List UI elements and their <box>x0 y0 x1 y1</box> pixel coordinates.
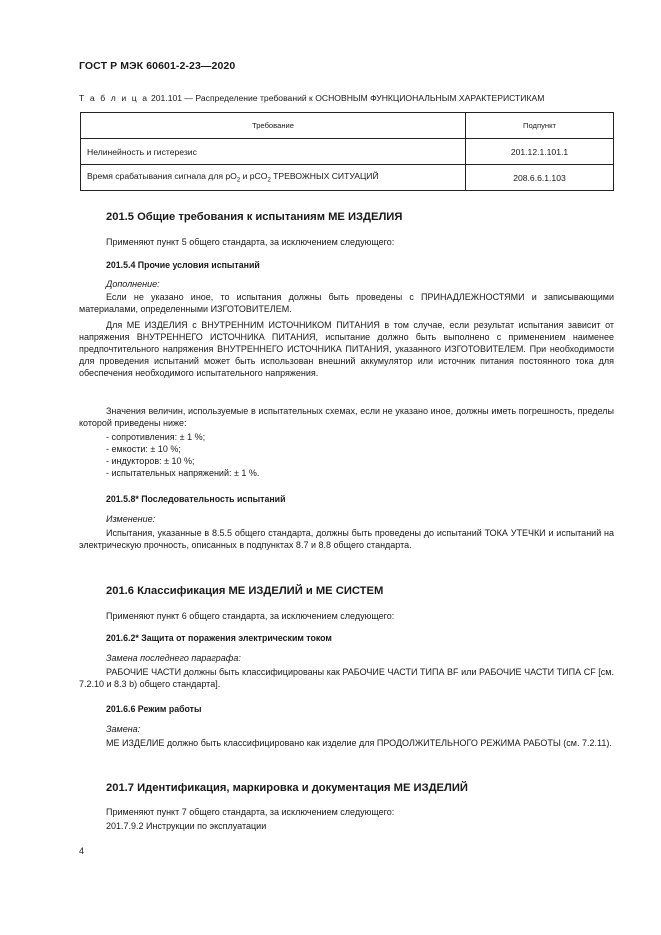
amendment-note: Замена: <box>106 724 141 734</box>
subsection-title-201-6-2: 201.6.2* Защита от поражения электрическим током <box>106 633 332 643</box>
list-item: - испытательных напряжений: ± 1 %. <box>106 467 259 479</box>
list-item: - индукторов: ± 10 %; <box>106 455 259 467</box>
table-caption-text: 201.101 — Распределение требований к ОСНОВНЫМ ФУНКЦИОНАЛЬНЫМ ХАРАКТЕРИСТИКАМ <box>150 93 545 103</box>
cell-text: ТРЕВОЖНЫХ СИТУАЦИЙ <box>270 171 379 182</box>
requirements-table <box>80 112 614 191</box>
cell-requirement: Нелинейность и гистерезис <box>81 139 466 165</box>
section-intro: Применяют пункт 7 общего стандарта, за исключением следующего: <box>106 807 395 817</box>
section-title-201-5: 201.5 Общие требования к испытаниям МЕ ИЗДЕЛИЯ <box>106 211 403 223</box>
table-caption <box>79 93 544 103</box>
subscript: 2 <box>267 177 271 184</box>
cell-subclause: 208.6.6.1.103 <box>466 165 614 191</box>
amendment-note: Замена последнего параграфа: <box>106 653 241 663</box>
section-title-201-7: 201.7 Идентификация, маркировка и документация МЕ ИЗДЕЛИЙ <box>106 782 468 794</box>
subsection-title-201-5-8: 201.5.8* Последовательность испытаний <box>106 494 286 504</box>
subsection-title-201-5-4: 201.5.4 Прочие условия испытаний <box>106 260 260 270</box>
cell-requirement <box>81 165 466 191</box>
paragraph: МЕ ИЗДЕЛИЕ должно быть классифицировано как изделие для ПРОДОЛЖИТЕЛЬНОГО РЕЖИМА РАБОТЫ (см. 7.2.11). <box>106 738 612 748</box>
amendment-note: Изменение: <box>106 514 156 524</box>
cell-subclause: 201.12.1.101.1 <box>466 139 614 165</box>
paragraph: Значения величин, используемые в испытательных схемах, если не указано иное, должны иметь погрешность, пределы которой приведены ниже: <box>79 406 614 429</box>
paragraph: Если не указано иное, то испытания должны быть проведены с ПРИНАДЛЕЖНОСТЯМИ и записывающими материалами, определенными ИЗГОТОВИТЕЛЕМ. <box>79 292 614 315</box>
subsection-title-201-6-6: 201.6.6 Режим работы <box>106 704 202 714</box>
list-item: - емкости: ± 10 %; <box>106 443 259 455</box>
column-header-requirement: Требование <box>81 113 466 139</box>
table-row <box>81 165 614 191</box>
subsection-title-201-7-9-2: 201.7.9.2 Инструкции по эксплуатации <box>106 821 267 831</box>
cell-text: и pCO <box>240 171 268 182</box>
paragraph: РАБОЧИЕ ЧАСТИ должны быть классифицированы как РАБОЧИЕ ЧАСТИ ТИПА BF или РАБОЧИЕ ЧАСТИ ТИПА CF [см. 7.2.10 и 8.3 b) общего стандарта]. <box>79 667 614 690</box>
section-title-201-6: 201.6 Классификация МЕ ИЗДЕЛИЙ и МЕ СИСТЕМ <box>106 585 384 597</box>
paragraph: Для МЕ ИЗДЕЛИЯ с ВНУТРЕННИМ ИСТОЧНИКОМ ПИТАНИЯ в том случае, если результат испытания зависит от напряжения ВНУТРЕННЕГО ИСТОЧНИКА ПИТАНИЯ, испытание должно быть выполнено с применением наименее предпочтительного напряжения ВНУТРЕННЕГО ИСТОЧНИКА ПИТАНИЯ, указанного ИЗГОТОВИТЕЛЕМ. При необходимости для проведения испытаний может быть использован внешний аккумулятор или источник питания постоянного тока для обеспечения необходимого испытательного напряжения. <box>79 320 614 379</box>
paragraph: Испытания, указанные в 8.5.5 общего стандарта, должны быть проведены до испытаний ТОКА УТЕЧКИ и испытаний на электрическую прочность, описанных в подпунктах 8.7 и 8.8 общего стандарта. <box>79 528 614 551</box>
list-item: - сопротивления: ± 1 %; <box>106 431 259 443</box>
cell-text: Время срабатывания сигнала для pO <box>87 171 237 182</box>
section-intro: Применяют пункт 6 общего стандарта, за исключением следующего: <box>106 611 395 621</box>
table-caption-label: Т а б л и ц а <box>79 93 149 103</box>
section-intro: Применяют пункт 5 общего стандарта, за исключением следующего: <box>106 237 395 247</box>
subscript: 2 <box>236 177 241 184</box>
tolerance-list <box>106 431 259 479</box>
amendment-note: Дополнение: <box>106 279 160 289</box>
page-number: 4 <box>79 846 85 856</box>
table-row <box>81 139 614 165</box>
column-header-subclause: Подпункт <box>466 113 614 139</box>
standard-header: ГОСТ Р МЭК 60601-2-23—2020 <box>79 60 236 72</box>
table-header-row <box>81 113 614 139</box>
